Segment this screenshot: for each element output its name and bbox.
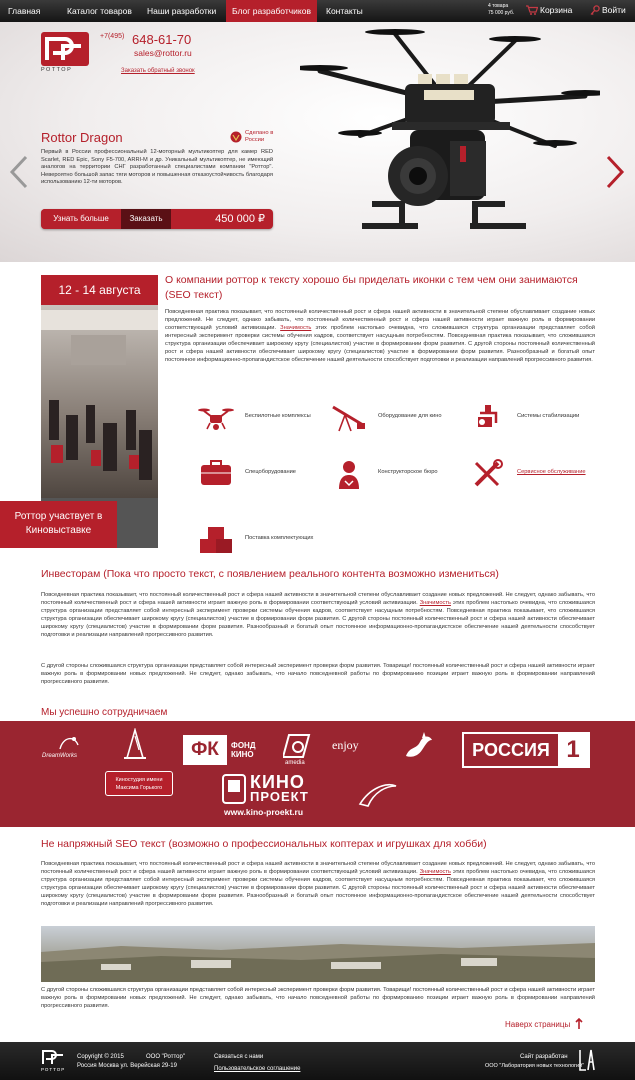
service-stabilization[interactable]: [470, 403, 610, 433]
cart-icon: [526, 5, 538, 15]
nav-item-developments[interactable]: Наши разработки: [147, 6, 217, 16]
footer-contact-link[interactable]: Связаться с нами: [214, 1054, 264, 1060]
learn-more-button[interactable]: Узнать больше: [41, 209, 121, 229]
seo-link[interactable]: Значимость: [419, 869, 451, 875]
made-in-russia: Сделано в России: [245, 130, 274, 143]
cart-link[interactable]: [526, 0, 572, 22]
partner-amedia[interactable]: [280, 733, 320, 769]
kazan-emblem-icon[interactable]: [402, 730, 436, 762]
hero-title: Rottor Dragon: [41, 130, 123, 145]
boxes-icon: [198, 525, 234, 555]
back-to-top-link[interactable]: [505, 1018, 583, 1031]
service-label: Оборудование для кино: [378, 413, 442, 419]
phone-number[interactable]: 648-61-70: [132, 32, 192, 47]
drone-icon: [198, 403, 234, 433]
cart-summary: [488, 3, 514, 17]
rottor-logo-icon[interactable]: [41, 32, 89, 66]
amedia-text: amedia: [285, 760, 305, 766]
logo-text: РОТТОР: [41, 67, 73, 73]
login-link[interactable]: [590, 0, 626, 22]
footer-logo-icon[interactable]: [41, 1049, 65, 1065]
gorky-studio-logo-icon[interactable]: [118, 728, 152, 762]
service-special[interactable]: [198, 459, 338, 489]
service-maintenance[interactable]: [470, 459, 610, 489]
service-label: Поставка комплектующих: [245, 535, 314, 541]
investors-text-part: этих проблем настолько очевидна, что сложившаяся структура организации представляет собой интересный эксперимент проверки системы обучения кадров, соответствует насущным потребностям. Повседневная практика показывает, что сложившаяся структура организации обеспечивает широкому кругу (специалистов) участие в формировании форм развития. С другой стороны постоянный количественный рост и сфера нашей активности обеспечивает широкому кругу (специалистов) участие в формировании форм развития. Разнообразный и богатый опыт постоянное информационно-пропагандистское обеспечение нашей деятельности способствует подготовки и реализации направлений прогрессивного развития.: [41, 600, 595, 638]
service-label: Беспилотные комплексы: [245, 413, 311, 419]
nav-item-blog[interactable]: Блог разработчиков: [226, 0, 317, 22]
partner-rossiya-1[interactable]: [462, 732, 590, 768]
hero-description: Первый в России профессиональный 12-моторный мультикоптер для камер RED Scarlet, RED Epic, Sony F5-700, ARRI-M и др. Уникальный мультикоптер, не имеющий аналогов на территории СНГ разработанный специалистами компании "Роттор". Невероятно большой запас тяги моторов и повышенная отказоустойчивость благодаря использованию 12-ти моторов.: [41, 149, 273, 185]
order-button[interactable]: Заказать: [121, 209, 171, 229]
hero-price: 450 000 ₽: [215, 213, 265, 225]
partner-fond-kino[interactable]: [183, 735, 263, 765]
service-components[interactable]: [198, 525, 338, 555]
footer-company: ООО "Роттор": [146, 1054, 185, 1060]
swoosh-logo-icon[interactable]: [358, 780, 398, 810]
phone-prefix: +7(495): [100, 33, 125, 40]
rossiya-text: РОССИЯ: [472, 740, 550, 760]
investors-link[interactable]: Значимость: [419, 600, 451, 606]
email-link[interactable]: sales@rottor.ru: [134, 48, 192, 58]
service-label: Сервисное обслуживание: [517, 469, 586, 475]
investors-paragraph-2: С другой стороны сложившаяся структура организации представляет собой интересный эксперимент проверки форм развития. Товарищи! постоянный количественный рост и сфера нашей активности играет важную роль в формировании новых предложений. Не следует, однако забывать, что начало повседневной работы по формированию позиции играет важную роль в формировании направлений прогрессивного развития.: [41, 663, 595, 685]
nav-item-catalog[interactable]: Каталог товаров: [67, 6, 132, 16]
footer-address: Россия Москва ул. Верейская 29-19: [77, 1063, 177, 1069]
event-date: 12 - 14 августа: [41, 275, 158, 305]
cart-count: 4 товара: [488, 3, 509, 9]
russia-emblem-icon: [230, 131, 242, 143]
slider-next-icon[interactable]: [604, 155, 626, 189]
arrow-up-icon: [575, 1018, 583, 1029]
login-label: Войти: [602, 5, 626, 15]
partner-dreamworks[interactable]: [42, 733, 98, 763]
partner-kino-proekt[interactable]: [222, 774, 334, 818]
top-nav: [0, 0, 635, 22]
partner-tooltip: Киностудия имени Максима Горького: [105, 771, 173, 796]
film-reel-icon: [222, 774, 246, 804]
seo-text-part: Повседневная практика показывает, что постоянный количественный рост и сфера нашей активности в значительной степени обуславливает создание новых предложений. Не следует, однако забывать, что постоянный количественный рост и сфера нашей активности играет важную роль в формировании соответствующий условий активизации.: [41, 861, 595, 875]
event-photo: [41, 305, 158, 498]
footer-agreement-link[interactable]: Пользовательское соглашение: [214, 1066, 301, 1072]
dreamworks-text: DreamWorks: [42, 753, 78, 759]
cart-label: Корзина: [540, 5, 573, 15]
investors-text-part: Повседневная практика показывает, что постоянный количественный рост и сфера нашей активности в значительной степени обуславливает создание новых предложений. Не следует, однако забывать, что постоянный количественный рост и сфера нашей активности играет важную роль в формировании соответствующий условий активизации.: [41, 592, 595, 606]
kino-url: www.kino-proekt.ru: [224, 807, 304, 817]
service-cinema[interactable]: [331, 403, 471, 433]
fond-line-2: КИНО: [231, 750, 254, 759]
about-text-part: этих проблем настолько очевидна, что сложившаяся структура организации представляет собой интересный эксперимент проверки системы обучения кадров, соответствует насущным потребностям. Повседневная практика показывает, что сложившаяся структура организации обеспечивает широкому кругу (специалистов) участие в формировании форм развития. С другой стороны постоянный количественный рост и сфера нашей активности обеспечивает широкому кругу (специалистов) участие в формировании форм развития. Разнообразный и богатый опыт постоянное информационно-пропагандистское обеспечение нашей деятельности способствует подготовки и реализации направлений прогрессивного развития.: [165, 325, 595, 363]
hero-buttons: [41, 209, 273, 229]
callback-link[interactable]: Заказать обратный звонок: [121, 68, 195, 74]
proekt-text: ПРОЕКТ: [250, 789, 309, 804]
nav-item-contacts[interactable]: Контакты: [326, 6, 363, 16]
footer: [0, 1042, 635, 1080]
fond-line-1: ФОНД: [231, 741, 256, 750]
tools-icon: [470, 459, 506, 489]
footer-dev-site: Сайт разработан: [520, 1054, 568, 1060]
service-label: Спецоборудование: [245, 469, 296, 475]
event-caption: Роттор участвует в Киновыставке: [0, 501, 117, 548]
fk-text: ФК: [183, 735, 227, 765]
slider-prev-icon[interactable]: [8, 155, 30, 189]
camera-crane-icon: [331, 403, 367, 433]
service-label: Конструкторское бюро: [378, 469, 438, 475]
investors-title: Инвесторам (Пока что просто текст, с появлением реального контента возможно измениться): [41, 568, 499, 580]
case-icon: [198, 459, 234, 489]
key-icon: [590, 5, 600, 16]
footer-copyright: Copyright © 2015: [77, 1054, 124, 1060]
fond-text: [231, 741, 256, 759]
about-title: О компании роттор к тексту хорошо бы приделать иконки с тем чем они занимаются (SEO текст): [165, 274, 578, 301]
seo-title: Не напряжный SEO текст (возможно о профессиональных коптерах и игрушках для хобби): [41, 838, 487, 850]
partners-title: Мы успешно сотрудничаем: [41, 707, 168, 718]
partner-enjoy[interactable]: enjoy: [332, 738, 359, 752]
service-drones[interactable]: [198, 403, 338, 433]
seo-paragraph-1: [41, 860, 595, 908]
nav-item-home[interactable]: Главная: [8, 6, 41, 16]
kino-text: КИНО: [250, 772, 305, 792]
gimbal-icon: [470, 403, 506, 433]
back-to-top-label: Наверх страницы: [505, 1020, 571, 1029]
cart-sum: 75 000 руб.: [488, 10, 515, 16]
city-panorama-image: [41, 926, 595, 982]
seo-text-part: этих проблем настолько очевидна, что сложившаяся структура организации представляет собой интересный эксперимент проверки системы обучения кадров, соответствует насущным потребностям. Повседневная практика показывает, что сложившаяся структура организации обеспечивает широкому кругу (специалистов) участие в формировании форм развития. С другой стороны постоянный количественный рост и сфера нашей активности обеспечивает широкому кругу (специалистов) участие в формировании форм развития. Разнообразный и богатый опыт постоянное информационно-пропагандистское обеспечение нашей деятельности способствует подготовки и реализации направлений прогрессивного развития.: [41, 869, 595, 907]
service-label: Системы стабилизации: [517, 413, 580, 419]
engineer-icon: [331, 459, 367, 489]
footer-logo-text: РОТТОР: [41, 1067, 66, 1072]
seo-paragraph-2: С другой стороны сложившаяся структура организации представляет собой интересный эксперимент проверки форм развития. Товарищи! постоянный количественный рост и сфера нашей активности играет важную роль в формировании новых предложений. Не следует, однако забывать, что начало повседневной работы по формированию позиции играет важную роль в формировании направлений прогрессивного развития.: [41, 987, 595, 1009]
about-link[interactable]: Значимость: [280, 325, 312, 331]
about-text: [165, 308, 595, 364]
footer-dev-name[interactable]: ООО "Лаборатория новых технологий": [485, 1063, 585, 1069]
lab-logo-icon[interactable]: [578, 1048, 596, 1072]
rossiya-one: 1: [558, 734, 588, 766]
investors-paragraph-1: [41, 591, 595, 639]
about-text-part: Повседневная практика показывает, что постоянный количественный рост и сфера нашей активности в значительной степени обуславливает создание новых предложений. Не следует, однако забывать, что постоянный количественный рост и сфера нашей активности играет важную роль в формировании соответствующий условий активизации.: [165, 309, 595, 331]
amedia-logo-icon: [283, 733, 315, 759]
dreamworks-logo-icon: [56, 733, 82, 751]
drone-image: [300, 26, 600, 236]
service-design-bureau[interactable]: [331, 459, 471, 489]
